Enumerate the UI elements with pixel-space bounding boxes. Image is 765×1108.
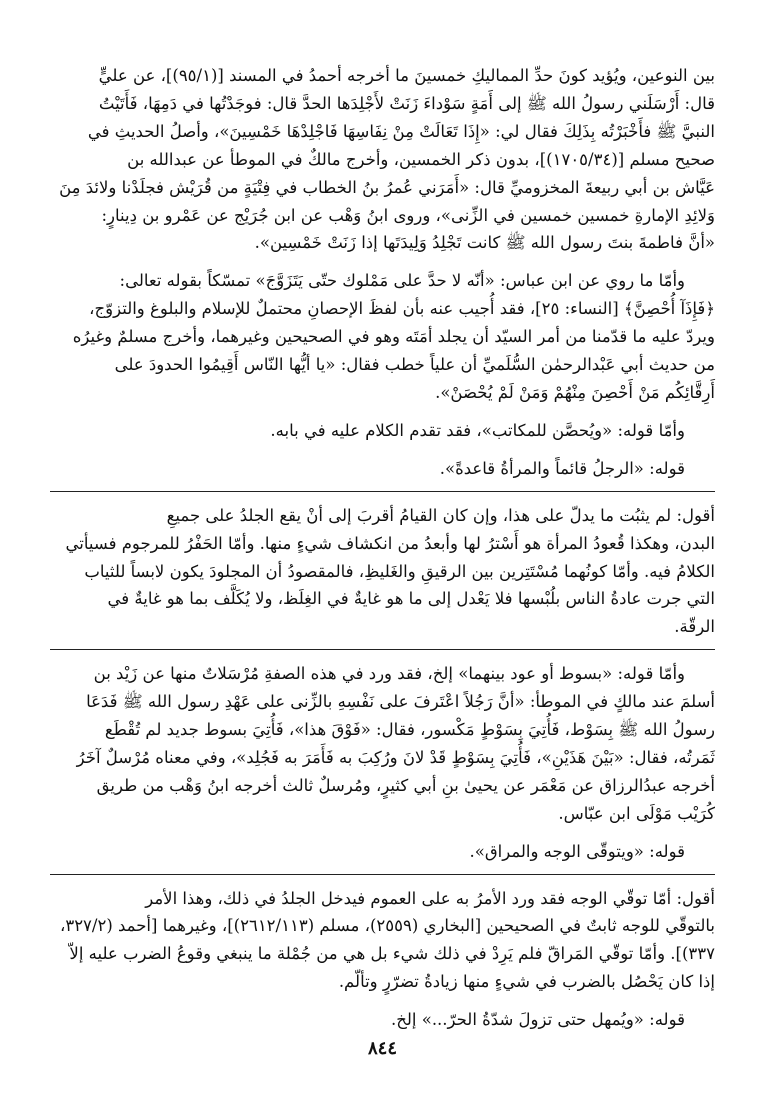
section-rule xyxy=(50,649,715,650)
text-line: وأمّا قوله: «بسوط أو عود بينهما» إلخ، فقد ورد في هذه الصفةِ مُرْسَلاتٌ منها عن زَيْد بن xyxy=(93,664,685,684)
paragraph-quote-heat xyxy=(50,1006,715,1034)
page-number: ٨٤٤ xyxy=(367,1038,397,1059)
text-line: ويردّ عليه ما قدّمنا من أمر السيّد أن يجلد أمَتَه وهو في الصحيحين وغيرهما، وأخرج مسلمٌ وغيرُه xyxy=(72,327,715,347)
text-line: البدن، وهكذا قُعودُ المرأة هو أَسْترُ لها وأبعدُ من انكشاف شيءٍ منها. وأمّا الحَفْرُ للمرجوم فسيأتي xyxy=(65,533,715,553)
text-line: ثَمَرتُه، فقال: «بَيْنَ هَذَيْنِ»، فَأُتِيَ بِسَوْطٍ قَدْ لانَ ورُكِبَ به فَأَمَرَ به فَجُلِد»، وفي معناه مُرْسلٌ آخَرُ xyxy=(76,747,715,767)
text-line: عَيَّاش بن أبي ربيعةَ المخزوميِّ قال: «أَمَرَني عُمرُ بنُ الخطاب في فِتْيَةٍ من قُرَيْش فجلَدْنا ولائدَ مِنَ xyxy=(59,177,715,197)
text-line: قال: أَرْسَلَني رسولُ الله ﷺ إلى أَمَةٍ سَوْداءَ زَنَتْ لأَجْلِدَها الحدَّ قال: فوجَدْتُها في دَمِهَا، فَأَتَيْتُ xyxy=(98,93,715,113)
text-line: بالتوقّي للوجه ثابتٌ في الصحيحين [البخاري (٢٥٥٩)، مسلم (٢٦١٢/١١٣)]، وغيرهما [أحمد (٣٢٧/٢، xyxy=(60,916,715,936)
paragraph-quote-standing xyxy=(50,455,715,483)
paragraph-mukatab xyxy=(50,417,715,445)
text-line: أقول: أمّا توقّي الوجه فقد ورد الأمرُ به على العموم فيدخل الجلدُ في ذلك، وهذا الأمر xyxy=(145,888,715,908)
text-line: وأمّا قوله: «ويُحصَّن للمكاتب»، فقد تقدم الكلام عليه في بابه. xyxy=(270,420,685,440)
text-line: قوله: «ويتوقّى الوجه والمراق». xyxy=(469,841,685,861)
section-rule xyxy=(50,491,715,492)
text-line: قوله: «ويُمهل حتى تزولَ شدّةُ الحرّ...» إلخ. xyxy=(390,1010,685,1030)
text-line: ٣٣٧)]. وأمّا توقّي المَراقّ فلم يَرِدْ في ذلك شيء بل هي من جُمْلة ما ينبغي وقوعُ الضرب عليه إلاّ xyxy=(69,944,715,964)
text-line: وَلائِدِ الإمارةِ خمسين خمسين في الزِّنى»، وروى ابنُ وَهْب عن ابن جُرَيْج عن عَمْرو بن دِينارٍ: xyxy=(101,205,715,225)
text-line: أسلمَ عند مالكٍ في الموطأ: «أنَّ رَجُلاً اعْتَرفَ على نَفْسِهِ بالزِّنى على عَهْدِ رسول الله ﷺ فَدَعَا xyxy=(86,692,715,712)
text-line: وأمّا ما روي عن ابن عباس: «أنّه لا حدَّ على مَمْلوك حتّى يَتَزَوَّجَ» تمسّكاً بقوله تعالى: xyxy=(119,271,685,291)
text-line: كُرَيْب مَوْلَى ابن عبّاس. xyxy=(558,803,715,823)
text-line: رسولُ الله ﷺ بِسَوْط، فَأُتِيَ بِسَوْطٍ مَكْسور، فقال: «فَوْقَ هذا»، فَأُتِيَ بسوط جديد لم تُقْطَع xyxy=(104,720,715,740)
text-line: من حديث أبي عَبْدالرحمٰن السُّلَميِّ أن علياً خطب فقال: «يا أيُّها النّاس أَقِيمُوا الحدودَ على xyxy=(114,355,715,375)
text-line: النبيَّ ﷺ فأَخْبَرْتُه بِذَلِكَ فقال لي: «إِذَا تَعَالَتْ مِنْ نِفَاسِهَا فَاجْلِدْهَا خَمْسِينَ»، وأصلُ الحديثِ في xyxy=(87,121,715,141)
text-line: قوله: «الرجلُ قائماً والمرأةُ قاعدةً». xyxy=(439,458,685,478)
paragraph-whip xyxy=(50,660,715,827)
text-line: إذا كان يَحْصُل بالضرب في شيءٍ منها زيادةُ تضرّرٍ وتألّم. xyxy=(338,972,715,992)
paragraph-hadith-evidence xyxy=(50,62,715,257)
text-line: أَرِقَّائِكُم مَنْ أَحْصِنَ مِنْهُمْ وَمَنْ لَمْ يُحْصَنْ». xyxy=(435,382,715,402)
text-line: «أنَّ فاطمةَ بنتَ رسول الله ﷺ كانت تَجْلِدُ وَلِيدَتَها إذا زَنَتْ خَمْسِين». xyxy=(254,233,715,253)
text-line: التي جرت عادةُ الناس بلُبْسها فلا يَعْدل إلى ما هو غايةٌ في الغِلَظ، ولا يُكَلَّف بما هو غايةٌ في xyxy=(107,589,715,609)
text-line: أخرجه عبدُالرزاق عن مَعْمَر عن يحيىٰ بنِ أبي كثيرٍ، ومُرسلٌ ثالث أخرجه ابنُ وَهْب من طريق xyxy=(96,775,715,795)
paragraph-quote-face xyxy=(50,838,715,866)
text-line: الكلامُ فيه. وأمّا كونُهما مُسْتَتِرين بين الرقيقِ والغَليظِ، فالمقصودُ أن المجلودَ يكون لابساً للثياب xyxy=(84,561,715,581)
text-line: ﴿فَإِذَآ أُحْصِنَّ﴾ [النساء: ٢٥]، فقد أُجيب عنه بأن لفظَ الإحصانِ محتملٌ للإسلام والبلوغ والتزوّج، xyxy=(89,299,715,319)
paragraph-commentary-standing xyxy=(50,502,715,642)
section-rule xyxy=(50,874,715,875)
text-line: الرقّة. xyxy=(674,617,715,637)
text-line: صحيح مسلم [(١٧٠٥/٣٤)]، بدون ذكر الخمسين، وأخرج مالكٌ في الموطأ عن عبدالله بن xyxy=(127,149,715,169)
text-line: أقول: لم يثبُت ما يدلّ على هذا، وإن كان القيامُ أقربَ إلى أنْ يقع الجلدُ على جميعِ xyxy=(166,505,715,525)
text-line: بين النوعين، ويُؤيد كونَ حدِّ المماليكِ خمسينَ ما أخرجه أحمدُ في المسند [(٩٥/١)]، عن عليٍّ xyxy=(98,66,715,85)
paragraph-ibn-abbas xyxy=(50,267,715,407)
paragraph-commentary-face xyxy=(50,885,715,997)
